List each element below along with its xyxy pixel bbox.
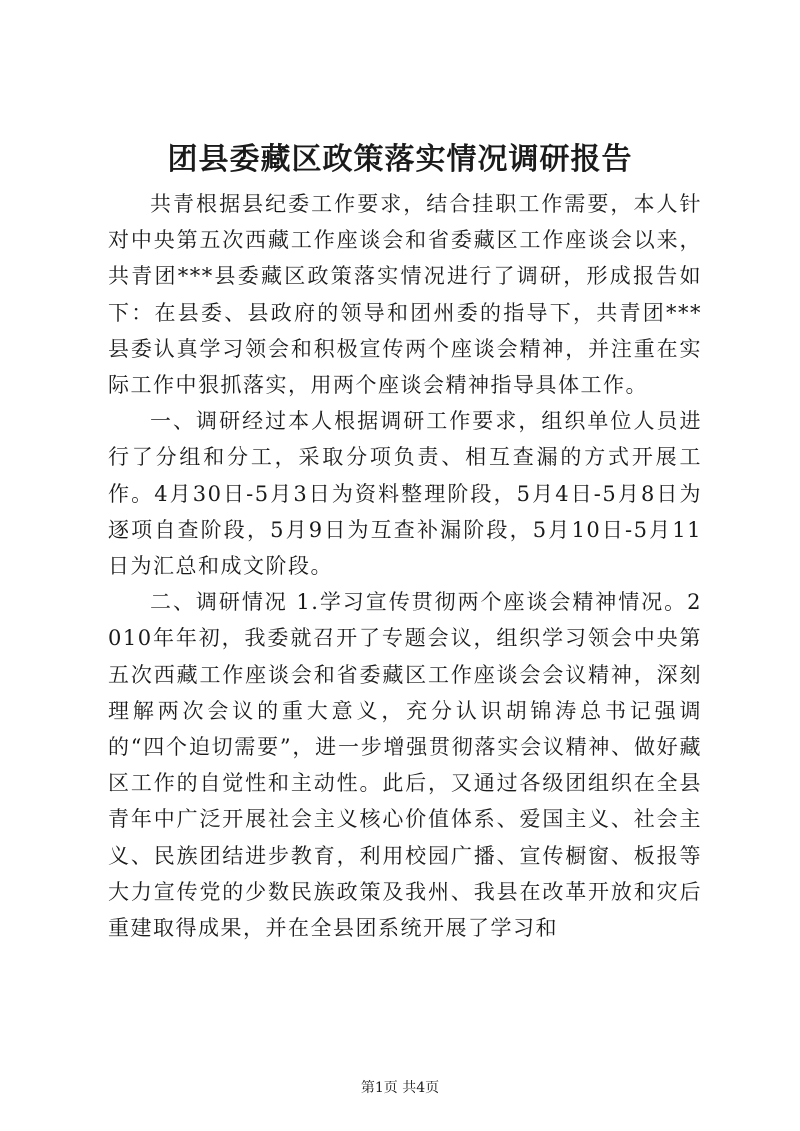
paragraph-intro: 共青根据县纪委工作要求，结合挂职工作需要，本人针对中央第五次西藏工作座谈会和省委藏区工作座谈会以来，共青团***县委藏区政策落实情况进行了调研，形成报告如下：在县委、县政府的领导和团州委的指导下，共青团***县委认真学习领会和积极宣传两个座谈会精神，并注重在实际工作中狠抓落实，用两个座谈会精神指导具体工作。: [108, 192, 702, 398]
paragraph-research-status: 二、调研情况 1.学习宣传贯彻两个座谈会精神情况。2010年年初，我委就召开了专题会议，组织学习领会中央第五次西藏工作座谈会和省委藏区工作座谈会会议精神，深刻理解两次会议的重大意义，充分认识胡锦涛总书记强调的“四个迫切需要”，进一步增强贯彻落实会议精神、做好藏区工作的自觉性和主动性。此后，又通过各级团组织在全县青年中广泛开展社会主义核心价值体系、爱国主义、社会主义、民族团结进步教育，利用校园广播、宣传橱窗、板报等大力宣传党的少数民族政策及我州、我县在改革开放和灾后重建取得成果，并在全县团系统开展了学习和: [108, 590, 702, 941]
document-title: 团县委藏区政策落实情况调研报告: [167, 142, 633, 177]
document-body: [108, 186, 702, 946]
paragraph-research-process: 一、调研经过本人根据调研工作要求，组织单位人员进行了分组和分工，采取分项负责、相互查漏的方式开展工作。4月30日-5月3日为资料整理阶段，5月4日-5月8日为逐项自查阶段，5月9日为互查补漏阶段，5月10日-5月11日为汇总和成文阶段。: [108, 409, 702, 579]
page-footer: 第1页 共4页: [360, 1080, 440, 1096]
